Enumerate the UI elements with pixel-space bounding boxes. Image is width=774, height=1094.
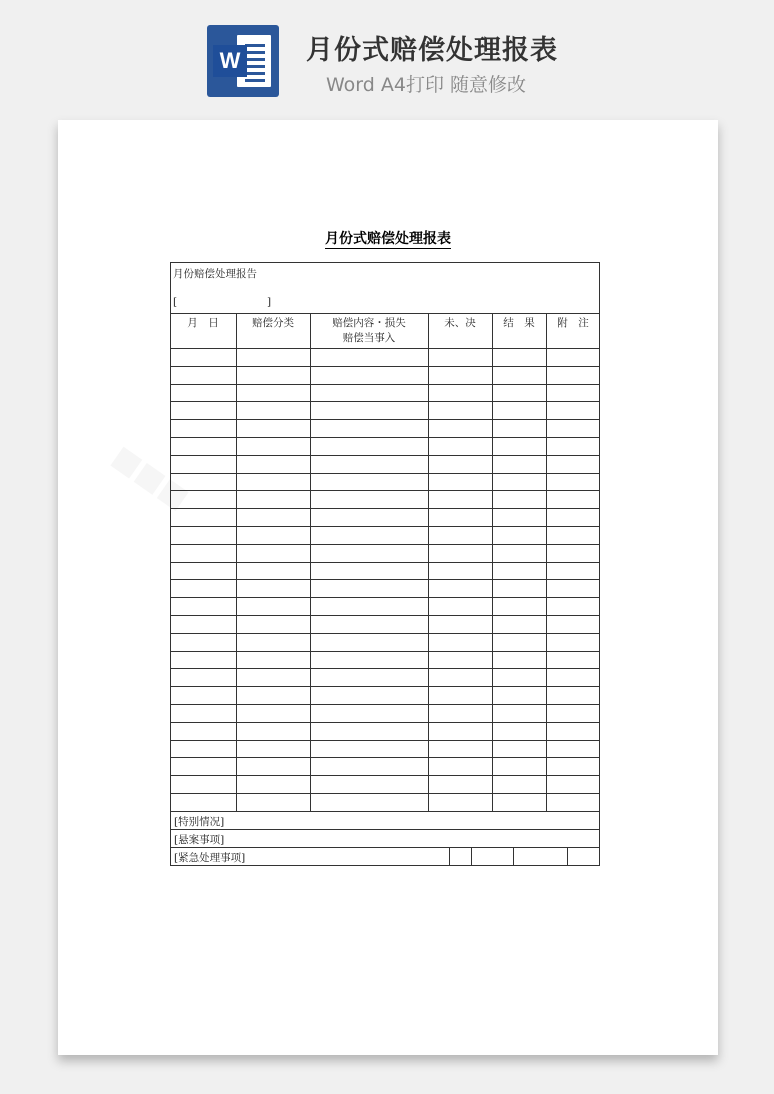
table-row [170, 455, 600, 456]
footer-cell-divider [513, 847, 514, 866]
footer-row-1 [170, 811, 600, 830]
column-header-2 [236, 316, 310, 331]
table-row [170, 668, 600, 669]
table-row [170, 366, 600, 367]
table-row [170, 348, 600, 349]
word-app-icon [207, 25, 279, 97]
document-title-text: 月份式赔偿处理报表 [325, 231, 451, 247]
table-row [170, 508, 600, 509]
document-title [58, 228, 718, 248]
table-row [170, 401, 600, 402]
report-label: 月份赔偿处理报告 [173, 268, 257, 280]
table-row [170, 757, 600, 758]
footer-label-1: [特别情况] [174, 816, 225, 828]
table-row [170, 526, 600, 527]
table-row [170, 437, 600, 438]
table-row [170, 597, 600, 598]
column-header-6-line-1: 附 注 [557, 317, 589, 329]
column-header-1-line-1: 月 日 [187, 317, 219, 329]
column-header-6 [546, 316, 600, 331]
footer-label-2: [悬案事项] [174, 834, 225, 846]
word-letter: W [213, 45, 247, 77]
document-page [58, 120, 718, 1055]
column-header-1 [170, 316, 236, 331]
table-row [170, 562, 600, 563]
column-header-5-line-1: 结 果 [503, 317, 535, 329]
table-row [170, 704, 600, 705]
banner-subtitle: Word A4打印 随意修改 [326, 74, 527, 96]
table-row [170, 633, 600, 634]
table-row [170, 740, 600, 741]
table-row [170, 490, 600, 491]
table-row [170, 722, 600, 723]
column-header-2-line-1: 赔偿分类 [252, 317, 294, 329]
bracket-right: ] [267, 296, 272, 308]
table-row [170, 419, 600, 420]
table-row [170, 579, 600, 580]
table-row [170, 793, 600, 794]
table-row [170, 544, 600, 545]
footer-row-2 [170, 829, 600, 848]
table-row [170, 615, 600, 616]
table-row [170, 473, 600, 474]
footer-cell-divider [471, 847, 472, 866]
column-header-3-line-2: 赔偿当事入 [342, 332, 396, 344]
column-header-4-line-1: 未、决 [444, 317, 476, 329]
column-header-3 [310, 316, 428, 346]
footer-label-3: [紧急处理事项] [174, 852, 246, 864]
table-row [170, 384, 600, 385]
table-row [170, 686, 600, 687]
table-row [170, 775, 600, 776]
bracket-left: [ [173, 296, 178, 308]
banner [0, 0, 774, 110]
table-row [170, 651, 600, 652]
banner-title: 月份式赔偿处理报表 [306, 35, 558, 66]
column-header-4 [428, 316, 492, 331]
column-header-5 [492, 316, 546, 331]
footer-cell-divider [567, 847, 568, 866]
footer-cell-divider [449, 847, 450, 866]
column-header-3-line-1: 赔偿内容・损失 [332, 317, 406, 329]
